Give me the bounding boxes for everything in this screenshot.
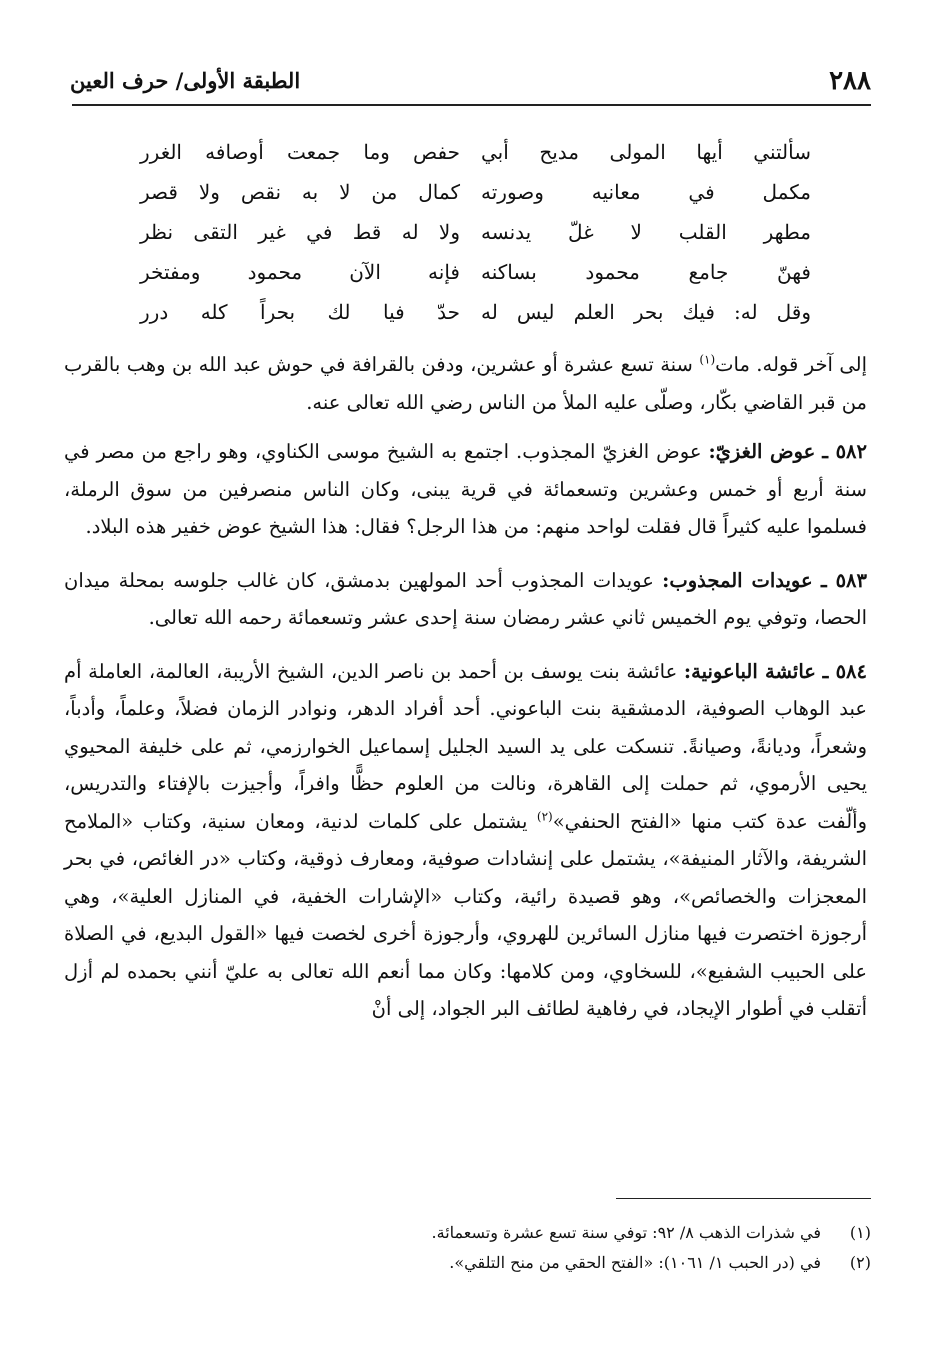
footnotes	[64, 1218, 871, 1278]
verse	[140, 220, 811, 260]
verse	[140, 180, 811, 220]
entry-number: ٥٨٣ ـ	[820, 568, 867, 592]
main-text	[64, 346, 867, 1044]
poem	[140, 140, 811, 340]
footnote	[64, 1248, 871, 1278]
verse	[140, 140, 811, 180]
verse-second-hemistich: فإنه الآن محمود ومفتخر	[140, 260, 460, 284]
verse-first-hemistich: مطهر القلب لا غلّ يدنسه	[481, 220, 811, 244]
page-number: ٢٨٨	[829, 66, 871, 96]
footnote-mark: (٢)	[849, 1253, 871, 1272]
intro-paragraph	[64, 346, 867, 421]
entry-text: عويدات المجذوب أحد المولهين بدمشق، كان غالب جلوسه بمحلة ميدان الحصا، وتوفي يوم الخميس ثاني عشر رمضان سنة إحدى عشر وتسعمائة رحمه الله تعالى.	[64, 568, 867, 629]
entry-text: عوض الغزيّ المجذوب. اجتمع به الشيخ موسى الكناوي، وهو راجع من مصر في سنة أربع أو خمس وعشرين وتسعمائة في قرية يبنى، وكان الناس منصرفين من سوق الرملة، فسلموا عليه كثيراً قال فقلت لواحد منهم: من هذا الرجل؟ فقال: هذا الشيخ عوض خفير هذه البلاد.	[64, 440, 867, 538]
header-divider	[72, 104, 871, 106]
running-title: الطبقة الأولى/ حرف العين	[70, 68, 301, 93]
footnote-reference: (١)	[699, 352, 716, 367]
intro-text-continued: سنة تسع عشرة أو عشرين، ودفن بالقرافة في حوش عبد الله بن وهب بالقرب من قبر القاضي بكّار، وصلّى عليه الملأ من الناس رضي الله تعالى عنه.	[64, 353, 867, 414]
footnote-text: في شذرات الذهب ٨/ ٩٢: توفي سنة تسع عشرة وتسعمائة.	[431, 1223, 821, 1242]
verse-first-hemistich: مكمل في معانيه وصورته	[481, 180, 811, 204]
biography-entry	[64, 433, 867, 546]
verse-second-hemistich: حدّ فيا لك بحراً كله درر	[140, 300, 460, 324]
footnote-divider	[616, 1198, 871, 1199]
entry-text: عائشة بنت يوسف بن أحمد بن ناصر الدين، الشيخ الأريبة، العالمة، العاملة أم عبد الوهاب الصوفية، الدمشقية بنت الباعوني. أحد أفراد الدهر، ونوادر الزمان فضلاً، وعلماً، وأدباً، وشعراً، وديانةً، وصيانةً. تنسكت على يد السيد الجليل إسماعيل الخوارزمي، ثم على خليفة المحيوي يحيى الأرموي، ثم حملت إلى القاهرة، ونالت من العلوم حظًّا وافراً، وأجيزت بالإفتاء والتدريس، وألّفت عدة كتب منها «الفتح الحنفي»	[64, 659, 867, 833]
entry-name: عوض الغزيّ:	[708, 440, 816, 463]
verse-second-hemistich: كمال من لا به نقص ولا قصر	[140, 180, 460, 204]
footnote	[64, 1218, 871, 1248]
entry-number: ٥٨٤ ـ	[822, 659, 867, 683]
entry-number: ٥٨٢ ـ	[822, 440, 867, 463]
biography-entry	[64, 653, 867, 1028]
footnote-text: في (در الحبب ١/ ١٠٦١): «الفتح الحقي من منح التلقي».	[449, 1253, 821, 1272]
verse	[140, 300, 811, 340]
page-header	[70, 66, 871, 106]
entry-name: عائشة الباعونية:	[683, 659, 816, 683]
entry-text-continued: يشتمل على كلمات لدنية، ومعان سنية، وكتاب «الملامح الشريفة، والآثار المنيفة»، يشتمل على إنشادات صوفية، ومعارف ذوقية، وكتاب «در الغائص، في بحر المعجزات والخصائص»، وهو قصيدة رائية، وكتاب «الإشارات الخفية، في المنازل العلية»، وهي أرجوزة اختصرت فيها منازل السائرين للهروي، وأرجوزة أخرى لخصت فيها «القول البديع، في الصلاة على الحبيب الشفيع»، للسخاوي، ومن كلامها: وكان مما أنعم الله تعالى به عليّ أنني بحمده لم أزل أتقلب في أطوار الإيجاد، في رفاهية لطائف البر الجواد، إلى أنْ	[64, 809, 867, 1020]
entry-name: عويدات المجذوب:	[662, 568, 813, 592]
verse-second-hemistich: حفص وما جمعت أوصافه الغرر	[140, 140, 460, 164]
verse	[140, 260, 811, 300]
verse-first-hemistich: فهنّ جامع محمود بساكنه	[481, 260, 811, 284]
verse-first-hemistich: وقل له: فيك بحر العلم ليس له	[481, 300, 811, 324]
biography-entry	[64, 562, 867, 637]
verse-second-hemistich: ولا له قط في غير التقى نظر	[140, 220, 460, 244]
footnote-mark: (١)	[849, 1223, 871, 1242]
intro-text: إلى آخر قوله. مات	[715, 353, 867, 376]
footnote-reference: (٢)	[536, 809, 553, 823]
verse-first-hemistich: سألتني أيها المولى مديح أبي	[481, 140, 811, 164]
